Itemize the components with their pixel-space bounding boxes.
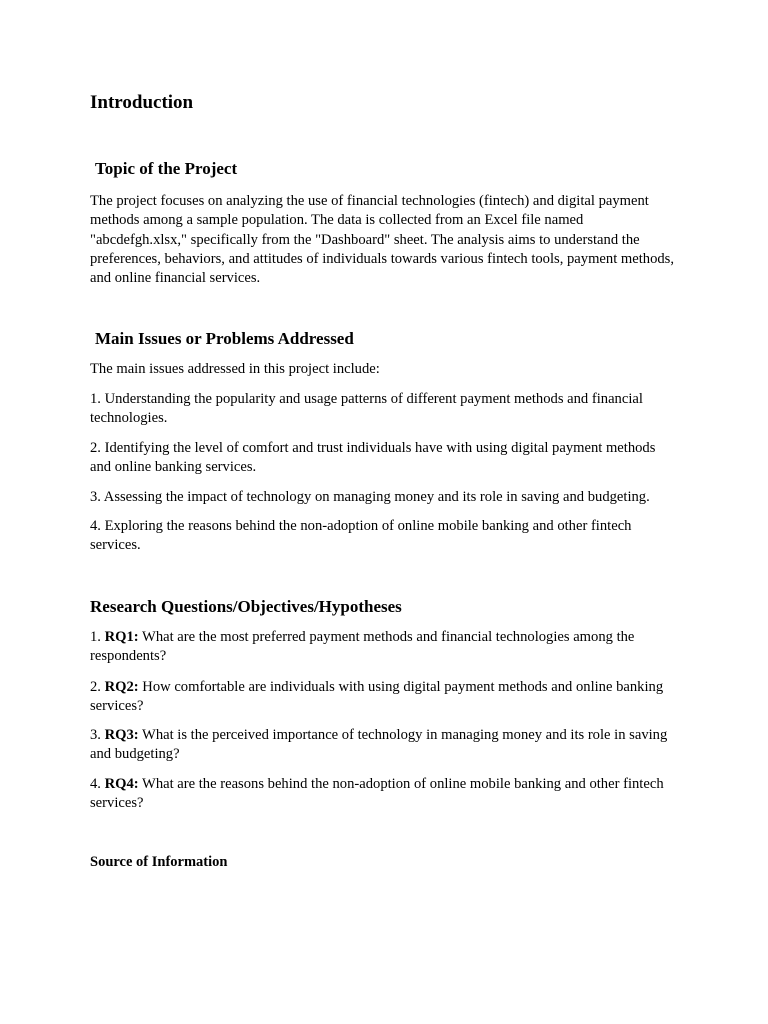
rq3-number: 3.	[90, 727, 105, 743]
issue-item-3: 3. Assessing the impact of technology on managing money and its role in saving and budgeting.	[90, 489, 650, 505]
rq4-number: 4.	[90, 776, 105, 792]
rq2-label: RQ2:	[104, 679, 139, 695]
research-question-3	[90, 726, 680, 765]
rq3-text: What is the perceived importance of technology in managing money and its role in saving and budgeting?	[90, 727, 668, 763]
page-title: Introduction	[90, 92, 194, 113]
rq1-text: What are the most preferred payment methods and financial technologies among the respondents?	[90, 629, 635, 665]
rq2-number: 2.	[90, 679, 105, 695]
rq1-number: 1.	[90, 629, 105, 645]
rq4-text: What are the reasons behind the non-adoption of online mobile banking and other fintech services?	[90, 776, 664, 812]
source-heading: Source of Information	[90, 854, 228, 870]
research-question-1	[90, 628, 680, 667]
issue-item-4: 4. Exploring the reasons behind the non-adoption of online mobile banking and other fintech services.	[90, 518, 632, 554]
issue-item-1: 1. Understanding the popularity and usage patterns of different payment methods and financial technologies.	[90, 391, 643, 427]
rq1-label: RQ1:	[104, 629, 139, 645]
research-heading: Research Questions/Objectives/Hypotheses	[90, 597, 402, 616]
issues-lead: The main issues addressed in this project include:	[90, 361, 380, 377]
topic-heading: Topic of the Project	[95, 159, 238, 178]
rq3-label: RQ3:	[104, 727, 139, 743]
research-question-2	[90, 678, 680, 717]
rq4-label: RQ4:	[104, 776, 139, 792]
research-question-4	[90, 775, 680, 814]
issue-item-2: 2. Identifying the level of comfort and trust individuals have with using digital payment methods and online banking services.	[90, 440, 656, 476]
topic-paragraph: The project focuses on analyzing the use of financial technologies (fintech) and digital payment methods among a sample population. The data is collected from an Excel file named "abcdefgh.xlsx," specifically from the "Dashboard" sheet. The analysis aims to understand the preferences, behaviors, and attitudes of individuals towards various fintech tools, payment methods, and online financial services.	[90, 193, 675, 287]
issues-heading: Main Issues or Problems Addressed	[95, 329, 354, 348]
rq2-text: How comfortable are individuals with using digital payment methods and online banking services?	[90, 679, 664, 715]
